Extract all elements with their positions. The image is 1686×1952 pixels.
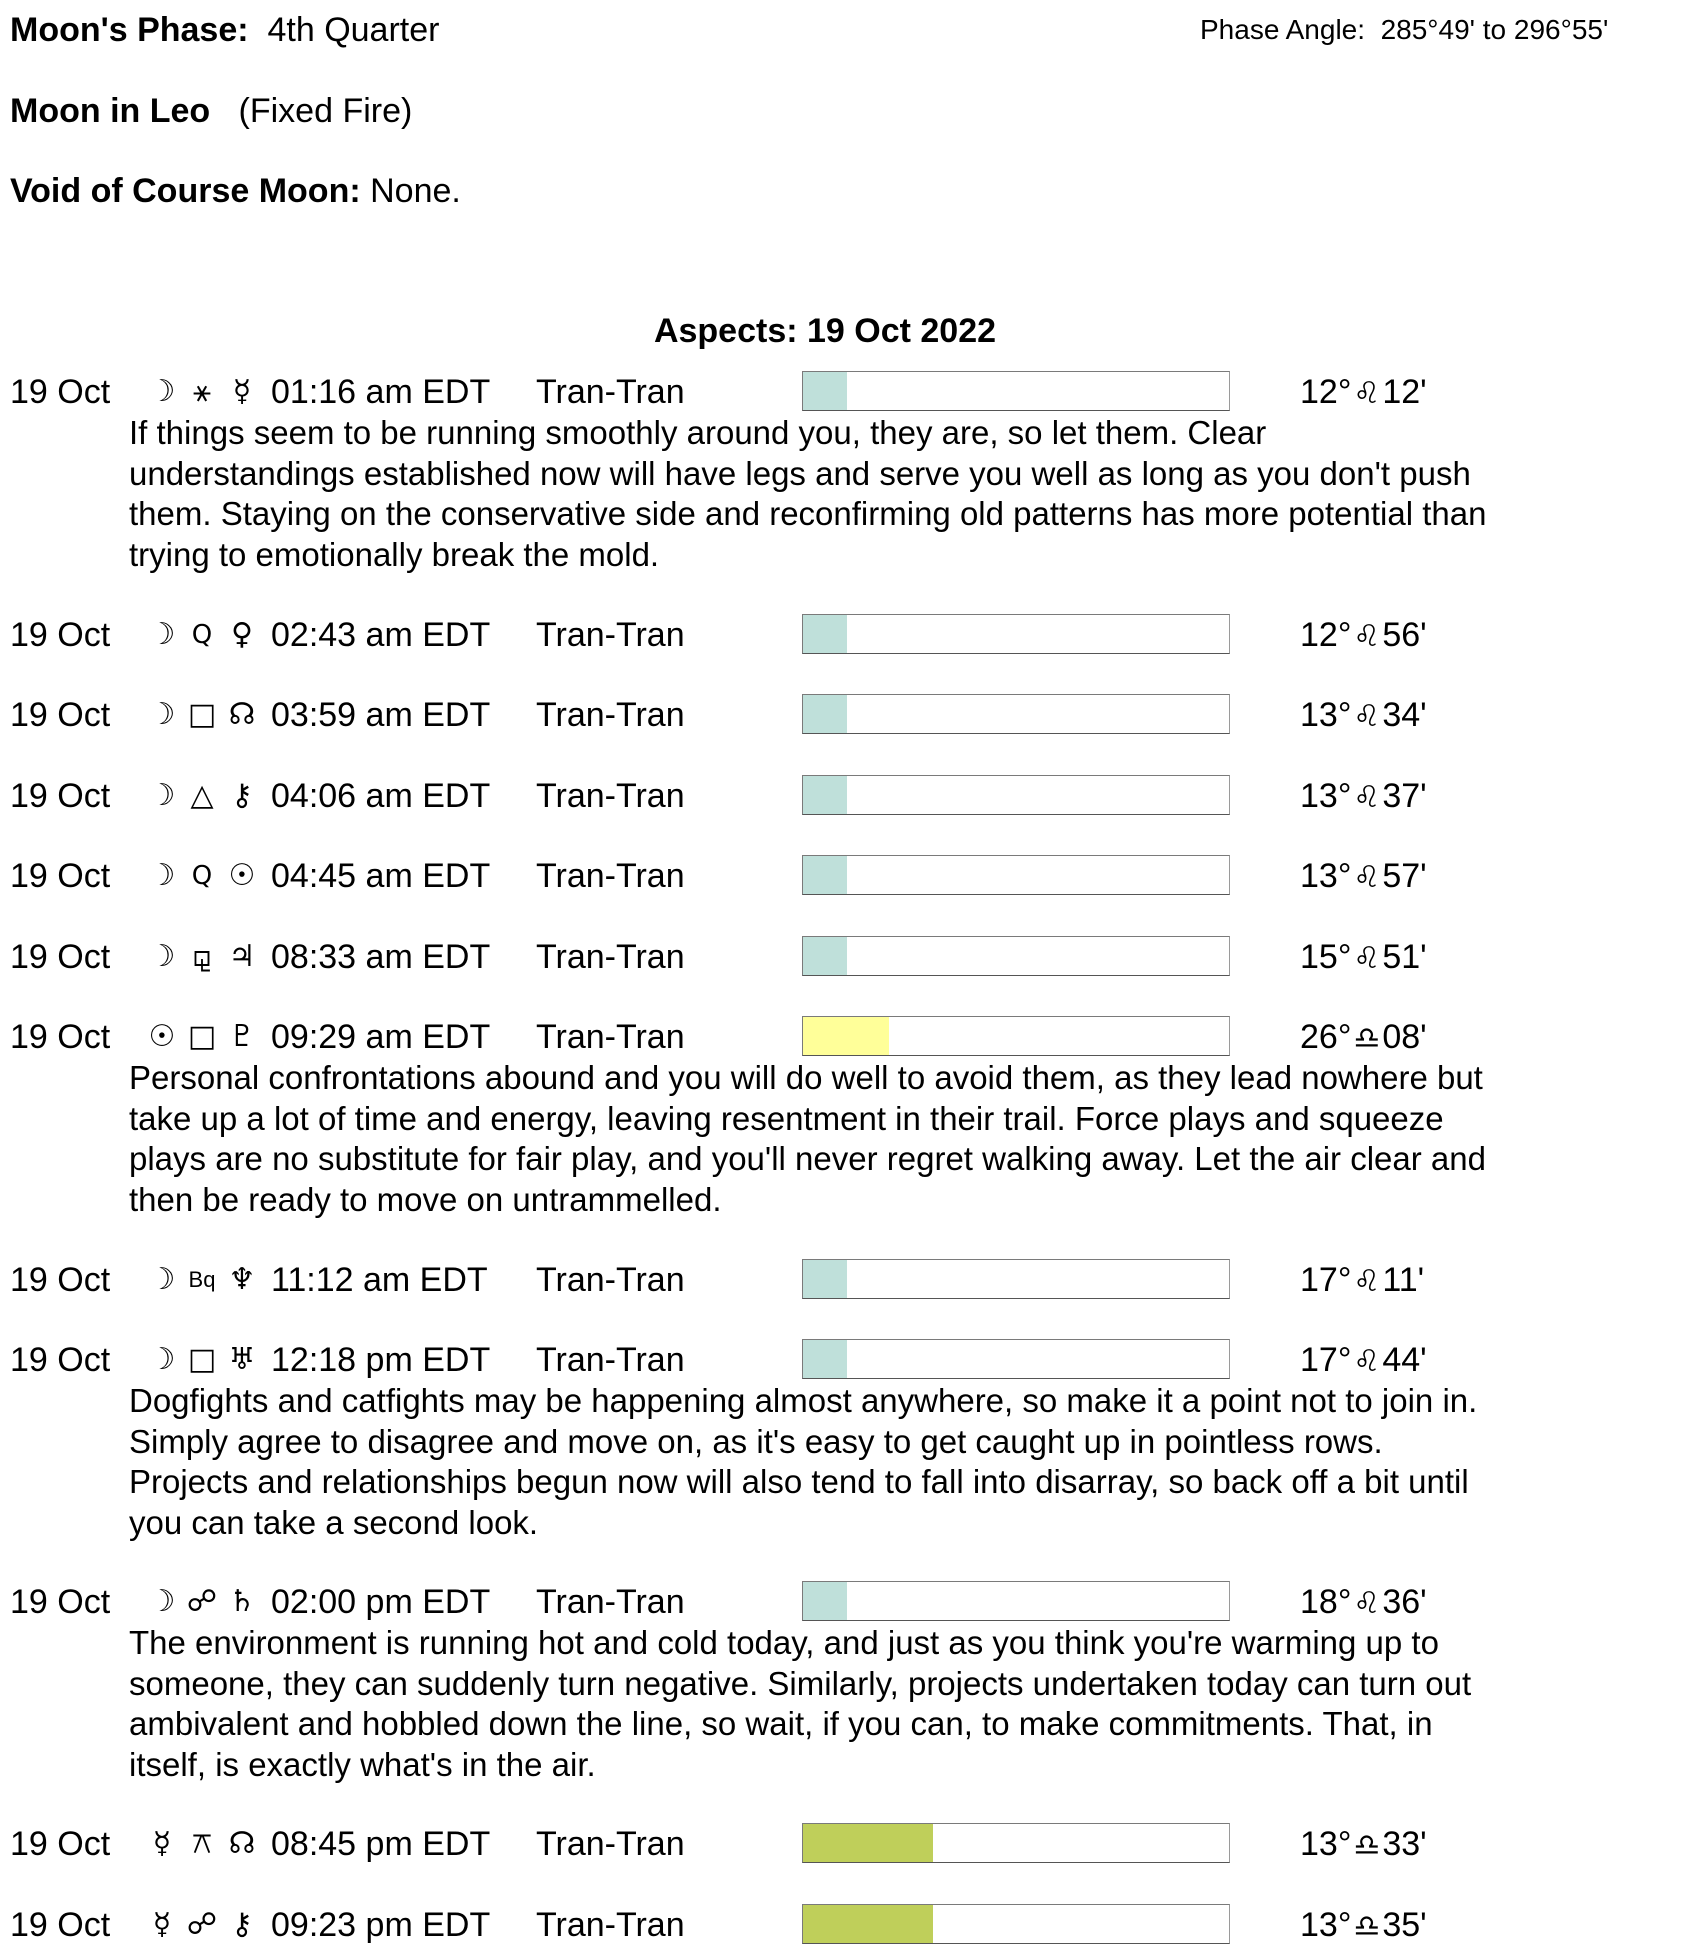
aspect-time: 03:59 am EDT (271, 696, 491, 734)
libra-icon: ♎ (1353, 1021, 1381, 1056)
moon-sign-label: Moon in Leo (10, 92, 211, 130)
aspect-glyphs (142, 695, 264, 735)
position-minutes: 37' (1382, 777, 1427, 815)
aspect-position (1300, 372, 1427, 414)
aspect-row (0, 695, 1686, 735)
aspect-glyphs (142, 776, 264, 816)
interpretation-line: itself, is exactly what's in the air. (129, 1745, 596, 1783)
quintile-icon: Q (191, 861, 213, 891)
strength-bar (802, 371, 1230, 411)
chiron-icon: ⚷ (231, 778, 253, 813)
aspects-heading: Aspects: 19 Oct 2022 (653, 312, 997, 350)
position-degrees: 26° (1300, 1018, 1352, 1056)
aspect-time: 08:45 pm EDT (271, 1825, 491, 1863)
aspect-position (1300, 1582, 1427, 1624)
quintile-icon: Q (191, 620, 213, 650)
position-minutes: 36' (1382, 1583, 1427, 1621)
strength-bar-fill (803, 1905, 933, 1943)
chiron-icon: ⚷ (231, 1907, 253, 1942)
aspect-position (1300, 1340, 1427, 1382)
phase-angle-label: Phase Angle: (1200, 14, 1366, 45)
aspect-glyphs (142, 937, 264, 977)
strength-bar (802, 1339, 1230, 1379)
aspect-date: 19 Oct (10, 1018, 111, 1056)
sextile-icon: ⚹ (193, 374, 211, 409)
jupiter-icon: ♃ (228, 939, 256, 974)
position-minutes: 34' (1382, 696, 1427, 734)
strength-bar-fill (803, 1582, 847, 1620)
aspect-time: 12:18 pm EDT (271, 1341, 491, 1379)
leo-icon: ♌ (1353, 1264, 1381, 1299)
phase-angle (1200, 10, 1608, 50)
mercury-icon: ☿ (232, 374, 252, 409)
aspect-row (0, 1582, 1686, 1622)
void-value: None. (370, 172, 461, 210)
interpretation-line: then be ready to move on untrammelled. (129, 1180, 722, 1218)
aspect-type: Tran-Tran (536, 1341, 685, 1379)
aspect-row (0, 937, 1686, 977)
moon-icon: ☽ (148, 858, 176, 893)
moon-icon: ☽ (148, 617, 176, 652)
strength-bar-fill (803, 776, 847, 814)
strength-bar (802, 1581, 1230, 1621)
aspect-position (1300, 937, 1427, 979)
strength-bar-fill (803, 1017, 889, 1055)
aspect-type: Tran-Tran (536, 1018, 685, 1056)
strength-bar-fill (803, 1824, 933, 1862)
position-degrees: 12° (1300, 616, 1352, 654)
aspect-date: 19 Oct (10, 373, 111, 411)
leo-icon: ♌ (1353, 619, 1381, 654)
aspect-position (1300, 1905, 1427, 1947)
aspect-date: 19 Oct (10, 1825, 111, 1863)
aspect-date: 19 Oct (10, 777, 111, 815)
leo-icon: ♌ (1353, 376, 1381, 411)
interpretation-line: The environment is running hot and cold today, and just as you think you're warming up to (129, 1624, 1439, 1661)
aspect-glyphs (142, 856, 264, 896)
opposition-icon: ☍ (186, 1907, 218, 1942)
aspect-type: Tran-Tran (536, 777, 685, 815)
sun-icon: ☉ (148, 1019, 176, 1054)
aspect-date: 19 Oct (10, 1583, 111, 1621)
strength-bar-fill (803, 856, 847, 894)
position-minutes: 12' (1382, 373, 1427, 411)
strength-bar (802, 855, 1230, 895)
position-minutes: 56' (1382, 616, 1427, 654)
strength-bar-fill (803, 937, 847, 975)
aspect-type: Tran-Tran (536, 857, 685, 895)
aspect-time: 08:33 am EDT (271, 938, 491, 976)
biquintile-icon: Bq (188, 1267, 216, 1292)
phase-angle-value: 285°49' to 296°55' (1380, 14, 1609, 45)
aspect-position (1300, 776, 1427, 818)
aspect-row (0, 856, 1686, 896)
aspect-position (1300, 695, 1427, 737)
aspect-row (0, 1340, 1686, 1380)
strength-bar (802, 1016, 1230, 1056)
interpretation-line: Projects and relationships begun now will also tend to fall into disarray, so back off a bit until (129, 1463, 1469, 1500)
aspect-glyphs (142, 615, 264, 655)
aspect-interpretation (129, 413, 1659, 575)
aspect-type: Tran-Tran (536, 1261, 685, 1299)
position-minutes: 57' (1382, 857, 1427, 895)
aspect-position (1300, 1824, 1427, 1866)
aspect-row (0, 1905, 1686, 1945)
aspect-interpretation (129, 1381, 1659, 1543)
aspect-date: 19 Oct (10, 1261, 111, 1299)
aspect-row (0, 1824, 1686, 1864)
aspect-position (1300, 1260, 1424, 1302)
quincunx-icon: ⚻ (192, 1826, 212, 1861)
moon-sign-value: (Fixed Fire) (238, 92, 413, 130)
interpretation-line: trying to emotionally break the mold. (129, 535, 660, 573)
moon-icon: ☽ (148, 1262, 176, 1297)
libra-icon: ♎ (1353, 1828, 1381, 1863)
moon-icon: ☽ (148, 939, 176, 974)
aspect-glyphs (142, 1340, 264, 1380)
position-minutes: 33' (1382, 1825, 1427, 1863)
strength-bar-fill (803, 615, 847, 653)
pluto-icon: ♇ (228, 1019, 256, 1054)
interpretation-line: Simply agree to disagree and move on, as it's easy to get caught up in pointless rows. (129, 1422, 1383, 1460)
moon-icon: ☽ (148, 1584, 176, 1619)
moon-sign-line (10, 91, 412, 131)
aspect-date: 19 Oct (10, 1906, 111, 1944)
strength-bar (802, 1259, 1230, 1299)
aspect-row (0, 1260, 1686, 1300)
aspect-position (1300, 856, 1427, 898)
void-of-course-line (10, 171, 461, 211)
strength-bar-fill (803, 695, 847, 733)
position-degrees: 12° (1300, 373, 1352, 411)
aspect-glyphs (142, 1824, 264, 1864)
strength-bar-fill (803, 1340, 847, 1378)
strength-bar-fill (803, 372, 847, 410)
aspect-date: 19 Oct (10, 696, 111, 734)
strength-bar (802, 614, 1230, 654)
saturn-icon: ♄ (228, 1584, 256, 1619)
aspect-time: 09:29 am EDT (271, 1018, 491, 1056)
position-degrees: 17° (1300, 1261, 1352, 1299)
aspect-time: 02:43 am EDT (271, 616, 491, 654)
aspect-interpretation (129, 1058, 1659, 1220)
aspect-type: Tran-Tran (536, 1583, 685, 1621)
interpretation-line: them. Staying on the conservative side and reconfirming old patterns has more potential than (129, 495, 1487, 532)
position-minutes: 51' (1382, 938, 1427, 976)
position-degrees: 13° (1300, 1825, 1352, 1863)
neptune-icon: ♆ (228, 1262, 256, 1297)
position-degrees: 13° (1300, 696, 1352, 734)
strength-bar-fill (803, 1260, 847, 1298)
leo-icon: ♌ (1353, 699, 1381, 734)
interpretation-line: understandings established now will have legs and serve you well as long as you don't push (129, 454, 1471, 492)
sesquiquadrate-icon: ⚼ (191, 939, 213, 974)
square-icon: □ (187, 697, 217, 732)
interpretation-line: you can take a second look. (129, 1503, 539, 1541)
interpretation-line: If things seem to be running smoothly around you, they are, so let them. Clear (129, 414, 1267, 451)
leo-icon: ♌ (1353, 1344, 1381, 1379)
interpretation-line: take up a lot of time and energy, leaving resentment in their trail. Force plays and squeeze (129, 1099, 1444, 1137)
interpretation-line: someone, they can suddenly turn negative. Similarly, projects undertaken today can turn out (129, 1664, 1472, 1702)
venus-icon: ♀ (231, 617, 253, 652)
moon-phase-line (10, 10, 439, 50)
moon-icon: ☽ (148, 374, 176, 409)
aspect-date: 19 Oct (10, 1341, 111, 1379)
interpretation-line: Dogfights and catfights may be happening almost anywhere, so make it a point not to join in. (129, 1382, 1478, 1419)
aspect-row (0, 1017, 1686, 1057)
strength-bar (802, 775, 1230, 815)
aspect-glyphs (142, 1582, 264, 1622)
aspect-type: Tran-Tran (536, 1906, 685, 1944)
north-node-icon: ☊ (228, 1826, 256, 1861)
position-degrees: 15° (1300, 938, 1352, 976)
strength-bar (802, 936, 1230, 976)
strength-bar (802, 694, 1230, 734)
aspect-type: Tran-Tran (536, 938, 685, 976)
aspect-time: 01:16 am EDT (271, 373, 491, 411)
aspect-row (0, 372, 1686, 412)
aspect-interpretation (129, 1623, 1659, 1785)
moon-icon: ☽ (148, 697, 176, 732)
position-degrees: 17° (1300, 1341, 1352, 1379)
aspect-glyphs (142, 1905, 264, 1945)
aspect-time: 04:45 am EDT (271, 857, 491, 895)
libra-icon: ♎ (1353, 1909, 1381, 1944)
moon-icon: ☽ (148, 778, 176, 813)
mercury-icon: ☿ (152, 1907, 172, 1942)
aspect-type: Tran-Tran (536, 373, 685, 411)
opposition-icon: ☍ (186, 1584, 218, 1619)
aspect-type: Tran-Tran (536, 616, 685, 654)
aspect-time: 11:12 am EDT (271, 1261, 488, 1299)
interpretation-line: Personal confrontations abound and you will do well to avoid them, as they lead nowhere but (129, 1059, 1483, 1096)
aspect-date: 19 Oct (10, 857, 111, 895)
position-minutes: 11' (1382, 1261, 1425, 1299)
moon-phase-value: 4th Quarter (267, 11, 440, 49)
square-icon: □ (187, 1019, 217, 1054)
aspect-glyphs (142, 1017, 264, 1057)
position-degrees: 13° (1300, 1906, 1352, 1944)
aspect-row (0, 615, 1686, 655)
position-degrees: 18° (1300, 1583, 1352, 1621)
aspect-position (1300, 615, 1427, 657)
strength-bar (802, 1904, 1230, 1944)
strength-bar (802, 1823, 1230, 1863)
position-degrees: 13° (1300, 777, 1352, 815)
aspect-type: Tran-Tran (536, 1825, 685, 1863)
aspect-time: 02:00 pm EDT (271, 1583, 491, 1621)
aspect-type: Tran-Tran (536, 696, 685, 734)
position-minutes: 08' (1382, 1018, 1427, 1056)
mercury-icon: ☿ (152, 1826, 172, 1861)
aspect-date: 19 Oct (10, 938, 111, 976)
uranus-icon: ♅ (228, 1342, 256, 1377)
aspect-row (0, 776, 1686, 816)
leo-icon: ♌ (1353, 1586, 1381, 1621)
sun-icon: ☉ (228, 858, 256, 893)
trine-icon: △ (190, 778, 214, 813)
north-node-icon: ☊ (228, 697, 256, 732)
leo-icon: ♌ (1353, 941, 1381, 976)
leo-icon: ♌ (1353, 860, 1381, 895)
square-icon: □ (187, 1342, 217, 1377)
aspect-time: 09:23 pm EDT (271, 1906, 491, 1944)
void-label: Void of Course Moon: (10, 172, 361, 210)
interpretation-line: plays are no substitute for fair play, and you'll never regret walking away. Let the air clear and (129, 1140, 1486, 1177)
aspect-position (1300, 1017, 1427, 1059)
aspect-glyphs (142, 1260, 264, 1300)
position-minutes: 44' (1382, 1341, 1427, 1379)
moon-phase-label: Moon's Phase: (10, 11, 249, 49)
aspect-date: 19 Oct (10, 616, 111, 654)
aspect-time: 04:06 am EDT (271, 777, 491, 815)
position-minutes: 35' (1382, 1906, 1427, 1944)
aspect-glyphs (142, 372, 264, 412)
leo-icon: ♌ (1353, 780, 1381, 815)
position-degrees: 13° (1300, 857, 1352, 895)
interpretation-line: ambivalent and hobbled down the line, so wait, if you can, to make commitments. That, in (129, 1705, 1433, 1742)
moon-icon: ☽ (148, 1342, 176, 1377)
